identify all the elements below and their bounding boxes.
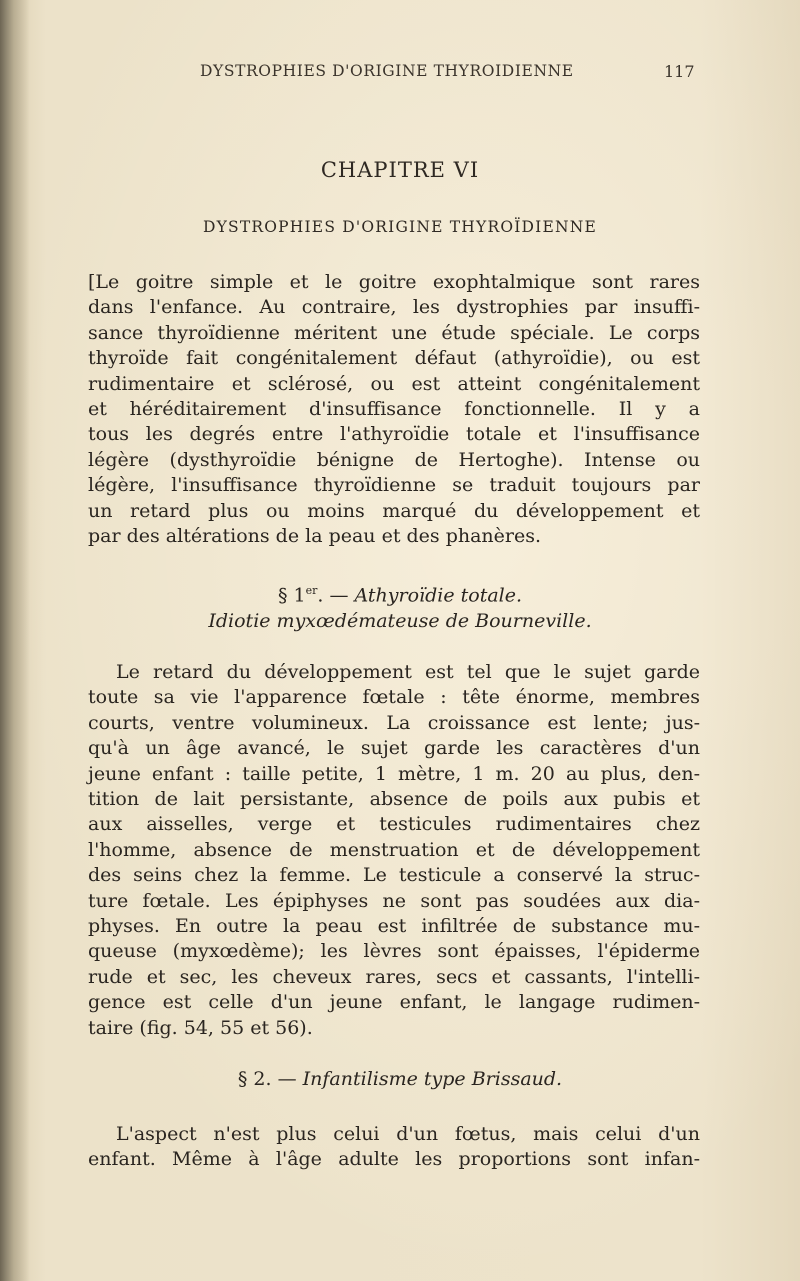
section-dash: . — [317,584,349,607]
text-line: rude et sec, les cheveux rares, secs et cassants, l'intelli- [88,965,700,988]
section-1-heading [0,584,800,606]
text-line: queuse (myxœdème); les lèvres sont épaisses, l'épiderme [88,940,700,963]
section-2-heading [0,1068,800,1090]
section-number: 1 [293,584,306,607]
text-line: dans l'enfance. Au contraire, les dystrophies par insuffi- [88,296,700,319]
text-line: physes. En outre la peau est infiltrée de substance mu- [88,915,700,938]
page-number: 117 [664,62,695,81]
section-1-title: Athyroïdie totale. [354,584,523,607]
text-line: L'aspect n'est plus celui d'un fœtus, mais celui d'un [116,1123,700,1145]
running-header-title: DYSTROPHIES D'ORIGINE THYROIDIENNE [200,62,574,80]
text-line: sance thyroïdienne méritent une étude spéciale. Le corps [88,321,700,344]
text-line: toute sa vie l'apparence fœtale : tête énorme, membres [88,686,700,709]
text-line: rudimentaire et sclérosé, ou est atteint congénitalement [88,372,700,395]
text-line: légère (dysthyroïdie bénigne de Hertoghe). Intense ou [88,448,700,471]
text-line: par des altérations de la peau et des phanères. [88,525,542,548]
section-2-title: Infantilisme type Brissaud. [302,1068,563,1090]
text-line: aux aisselles, verge et testicules rudimentaires chez [88,813,700,836]
text-line: et héréditairement d'insuffisance fonctionnelle. Il y a [88,398,700,421]
section-number-superscript: er [305,584,318,597]
section-2-paragraph [88,1122,700,1173]
chapter-title: CHAPITRE VI [320,158,480,182]
text-line: qu'à un âge avancé, le sujet garde les caractères d'un [88,737,700,760]
text-line: ture fœtale. Les épiphyses ne sont pas soudées aux dia- [88,889,700,912]
section-2-label: § 2. — [237,1068,297,1090]
text-line: tous les degrés entre l'athyroïdie totale et l'insuffisance [88,423,700,446]
text-line: tition de lait persistante, absence de poils aux pubis et [88,788,700,811]
text-line: enfant. Même à l'âge adulte les proportions sont infan- [88,1148,700,1171]
text-line: thyroïde fait congénitalement défaut (athyroïdie), ou est [88,347,700,370]
text-line: l'homme, absence de menstruation et de développement [88,838,700,861]
text-line: gence est celle d'un jeune enfant, le langage rudimen- [88,991,700,1014]
chapter-subtitle: DYSTROPHIES D'ORIGINE THYROÏDIENNE [202,218,598,236]
text-line: des seins chez la femme. Le testicule a conservé la struc- [88,864,700,887]
text-line: jeune enfant : taille petite, 1 mètre, 1 m. 20 au plus, den- [88,762,700,785]
intro-paragraph [88,270,700,549]
text-line: taire (fig. 54, 55 et 56). [88,1016,313,1039]
section-1-paragraph [88,660,700,1041]
text-line: [Le goitre simple et le goitre exophtalmique sont rares [88,271,700,293]
text-line: un retard plus ou moins marqué du développement et [88,499,700,522]
text-line: courts, ventre volumineux. La croissance est lente; jus- [88,711,700,734]
text-line: Le retard du développement est tel que le sujet garde [116,661,700,683]
section-symbol: § [277,584,288,607]
text-line: légère, l'insuffisance thyroïdienne se traduit toujours par [88,474,700,497]
section-1-subtitle: Idiotie myxœdémateuse de Bourneville. [208,610,592,632]
